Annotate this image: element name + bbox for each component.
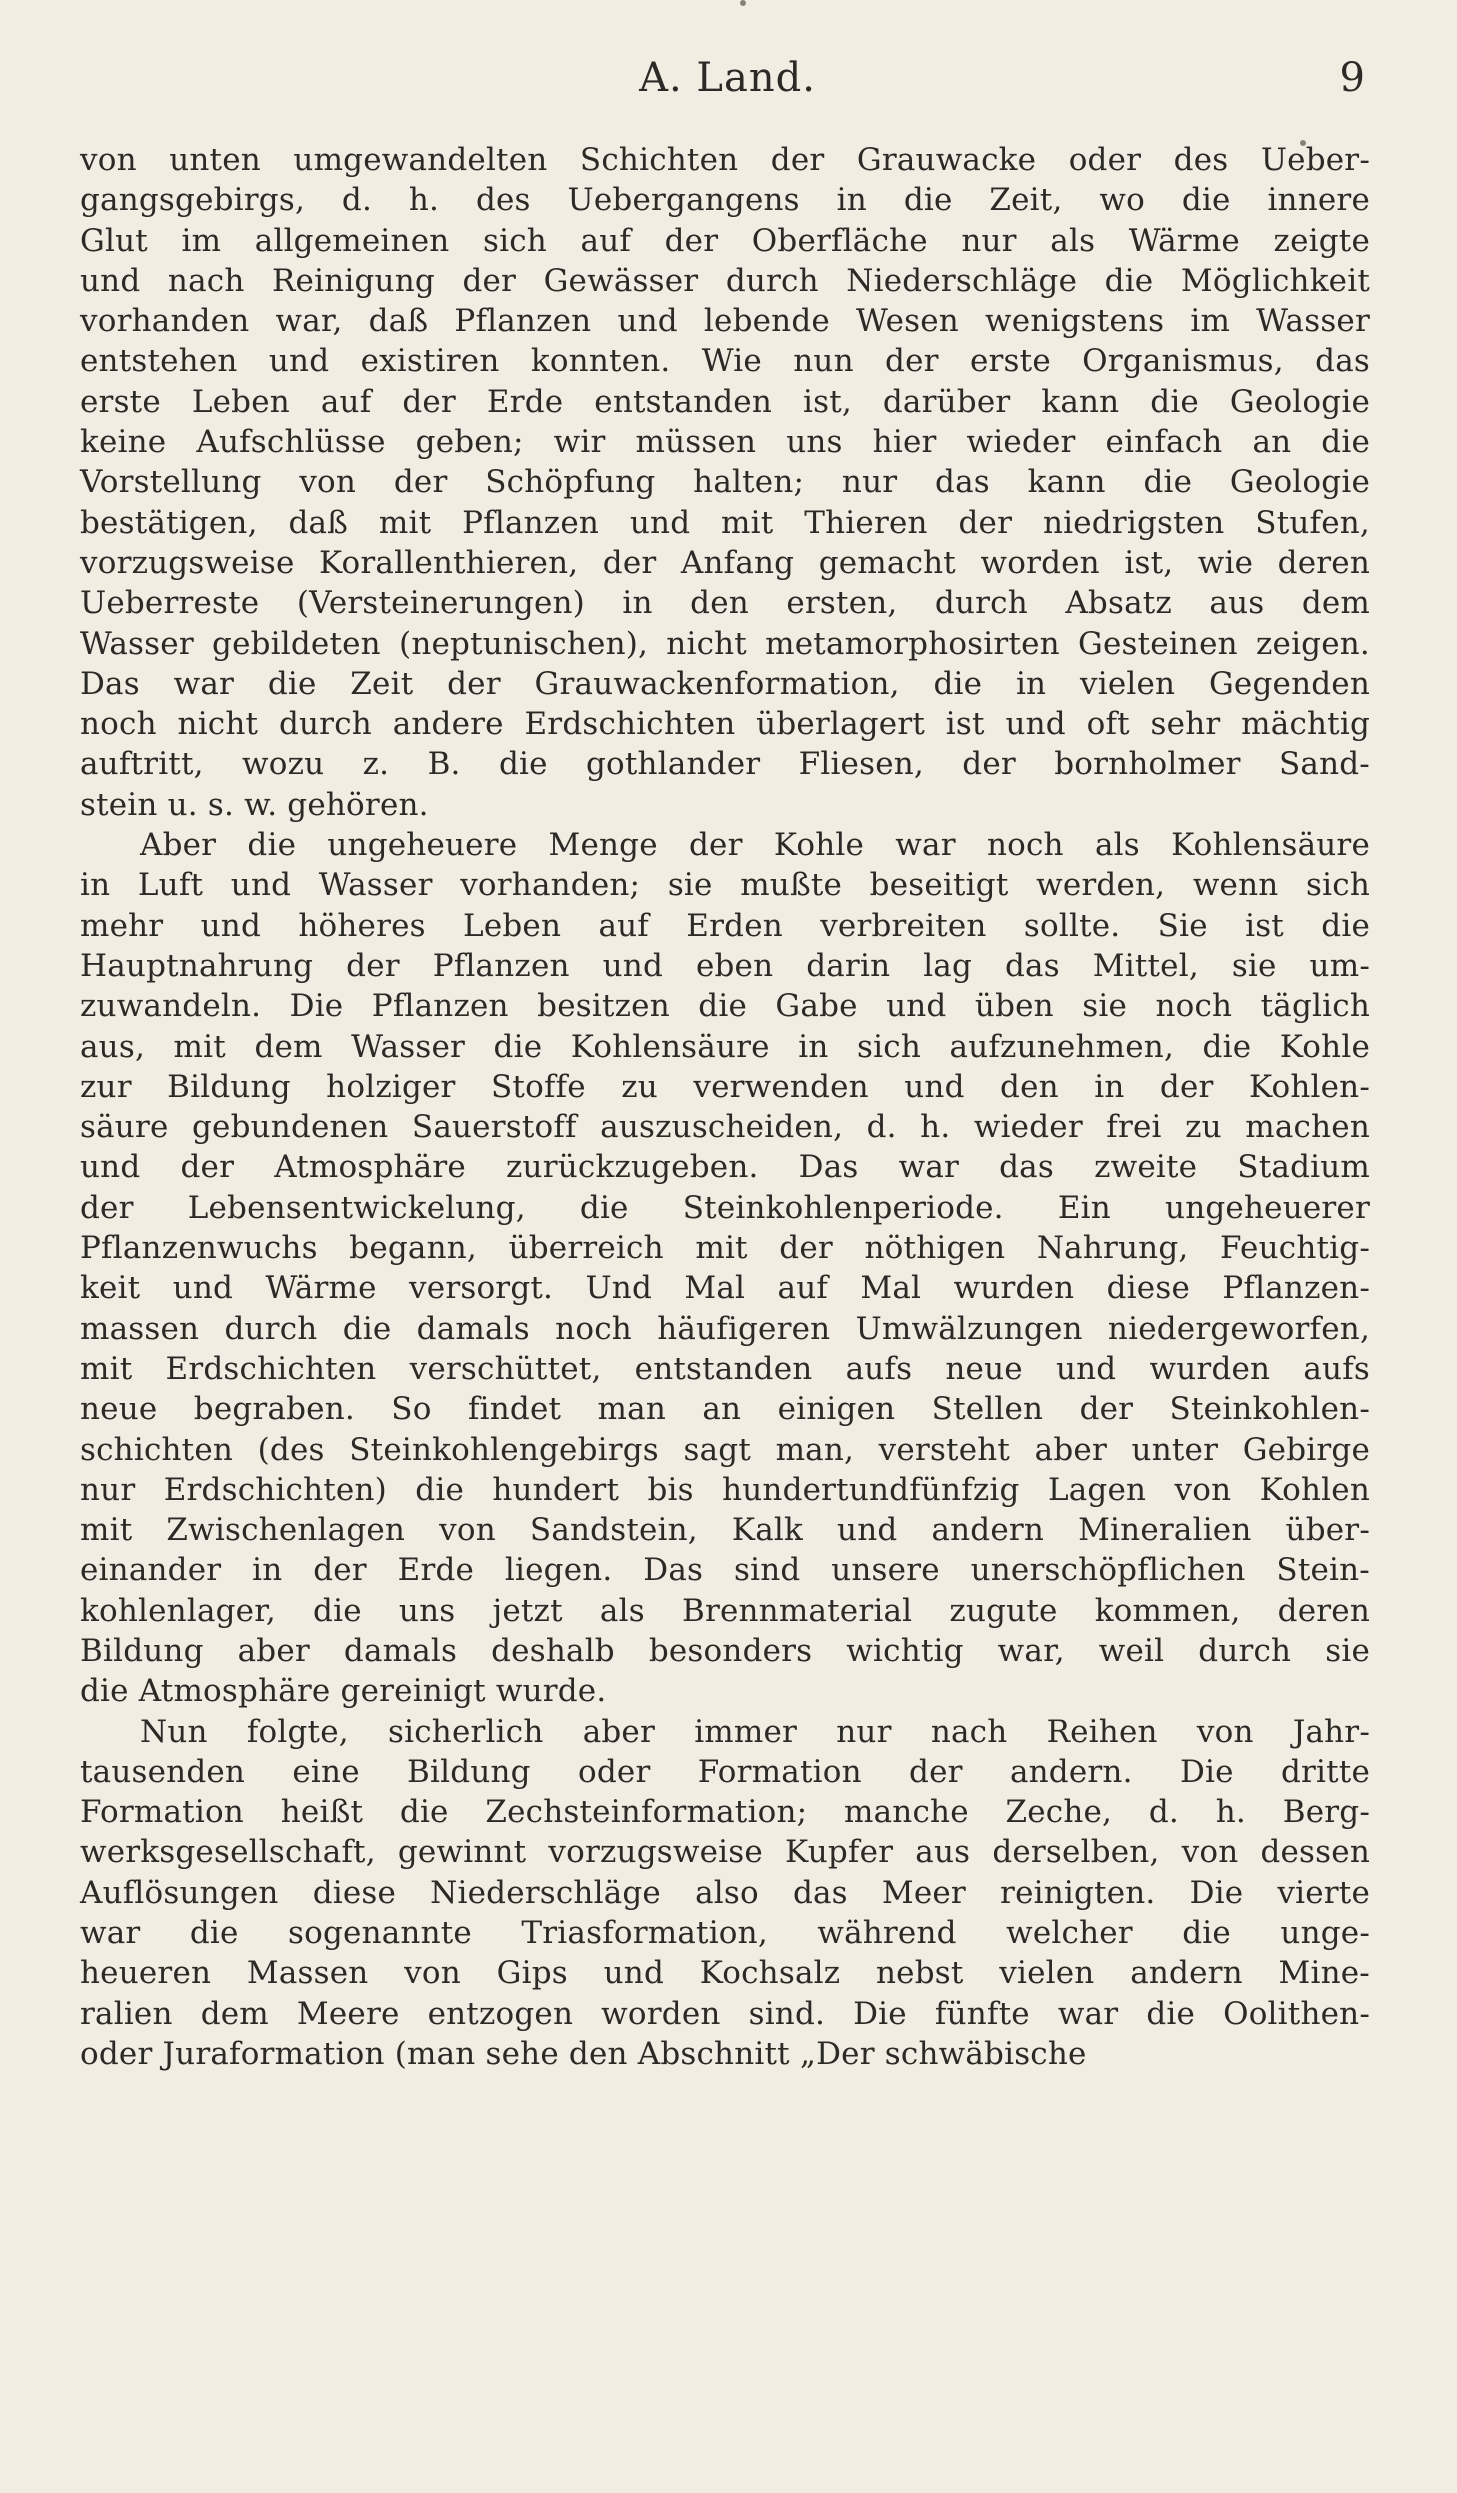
text-line: und nach Reinigung der Gewässer durch Niederschläge die Möglichkeit — [80, 262, 1370, 299]
text-line: vorzugsweise Korallenthieren, der Anfang gemacht worden ist, wie deren — [80, 544, 1370, 581]
text-line: massen durch die damals noch häufigeren Umwälzungen niedergeworfen, — [80, 1310, 1370, 1347]
text-line: gangsgebirgs, d. h. des Uebergangens in die Zeit, wo die innere — [80, 182, 1370, 219]
text-line: Formation heißt die Zechsteinformation; manche Zeche, d. h. Berg- — [80, 1794, 1370, 1831]
text-line: vorhanden war, daß Pflanzen und lebende Wesen wenigstens im Wasser — [80, 303, 1370, 340]
text-line: Pflanzenwuchs begann, überreich mit der nöthigen Nahrung, Feuchtig- — [80, 1230, 1370, 1267]
text-line: keit und Wärme versorgt. Und Mal auf Mal wurden diese Pflanzen- — [80, 1270, 1370, 1307]
text-line: Nun folgte, sicherlich aber immer nur nach Reihen von Jahr- — [140, 1713, 1370, 1750]
text-line: stein u. s. w. gehören. — [80, 786, 429, 823]
page-header — [90, 55, 1365, 115]
text-line: keine Aufschlüsse geben; wir müssen uns hier wieder einfach an die — [80, 424, 1370, 461]
text-line: nur Erdschichten) die hundert bis hundertundfünfzig Lagen von Kohlen — [80, 1471, 1370, 1508]
text-line: schichten (des Steinkohlengebirgs sagt man, versteht aber unter Gebirge — [80, 1431, 1370, 1468]
text-line: mehr und höheres Leben auf Erden verbreiten sollte. Sie ist die — [80, 907, 1370, 944]
text-line: Das war die Zeit der Grauwackenformation, die in vielen Gegenden — [80, 665, 1370, 702]
page-number: 9 — [1339, 55, 1365, 101]
text-line: Wasser gebildeten (neptunischen), nicht metamorphosirten Gesteinen zeigen. — [80, 625, 1370, 662]
paper-spot — [740, 0, 746, 6]
text-line: ralien dem Meere entzogen worden sind. Die fünfte war die Oolithen- — [80, 1995, 1370, 2032]
text-line: einander in der Erde liegen. Das sind unsere unerschöpflichen Stein- — [80, 1552, 1370, 1589]
text-line: war die sogenannte Triasformation, während welcher die unge- — [80, 1915, 1370, 1952]
text-line: noch nicht durch andere Erdschichten überlagert ist und oft sehr mächtig — [80, 706, 1370, 743]
text-line: neue begraben. So findet man an einigen Stellen der Steinkohlen- — [80, 1391, 1370, 1428]
text-line: in Luft und Wasser vorhanden; sie mußte beseitigt werden, wenn sich — [80, 867, 1370, 904]
text-line: werksgesellschaft, gewinnt vorzugsweise Kupfer aus derselben, von dessen — [80, 1834, 1370, 1871]
text-line: von unten umgewandelten Schichten der Grauwacke oder des Ueber- — [80, 142, 1370, 178]
text-line: auftritt, wozu z. B. die gothlander Fliesen, der bornholmer Sand- — [80, 746, 1370, 783]
text-line: die Atmosphäre gereinigt wurde. — [80, 1673, 607, 1710]
text-line: Vorstellung von der Schöpfung halten; nur das kann die Geologie — [80, 464, 1370, 501]
text-line: Auflösungen diese Niederschläge also das Meer reinigten. Die vierte — [80, 1874, 1370, 1911]
text-line: und der Atmosphäre zurückzugeben. Das war das zweite Stadium — [80, 1149, 1370, 1186]
text-line: kohlenlager, die uns jetzt als Brennmaterial zugute kommen, deren — [80, 1592, 1370, 1629]
text-line: mit Zwischenlagen von Sandstein, Kalk und andern Mineralien über- — [80, 1512, 1370, 1549]
text-line: Hauptnahrung der Pflanzen und eben darin lag das Mittel, sie um- — [80, 947, 1370, 984]
text-line: tausenden eine Bildung oder Formation der andern. Die dritte — [80, 1753, 1370, 1790]
text-line: Aber die ungeheuere Menge der Kohle war noch als Kohlensäure — [140, 827, 1370, 864]
body-text — [80, 140, 1370, 2074]
running-title: A. Land. — [639, 55, 816, 101]
text-line: Glut im allgemeinen sich auf der Oberfläche nur als Wärme zeigte — [80, 222, 1370, 259]
text-line: bestätigen, daß mit Pflanzen und mit Thieren der niedrigsten Stufen, — [80, 504, 1370, 541]
text-line: Bildung aber damals deshalb besonders wichtig war, weil durch sie — [80, 1632, 1370, 1669]
text-line: säure gebundenen Sauerstoff auszuscheiden, d. h. wieder frei zu machen — [80, 1109, 1370, 1146]
text-line: der Lebensentwickelung, die Steinkohlenperiode. Ein ungeheuerer — [80, 1189, 1370, 1226]
text-line: mit Erdschichten verschüttet, entstanden aufs neue und wurden aufs — [80, 1350, 1370, 1387]
text-line: zuwandeln. Die Pflanzen besitzen die Gabe und üben sie noch täglich — [80, 988, 1370, 1025]
text-line: Ueberreste (Versteinerungen) in den ersten, durch Absatz aus dem — [80, 585, 1370, 622]
text-line: erste Leben auf der Erde entstanden ist, darüber kann die Geologie — [80, 383, 1370, 420]
text-line: entstehen und existiren konnten. Wie nun der erste Organismus, das — [80, 343, 1370, 380]
text-line: aus, mit dem Wasser die Kohlensäure in sich aufzunehmen, die Kohle — [80, 1028, 1370, 1065]
text-line: zur Bildung holziger Stoffe zu verwenden und den in der Kohlen- — [80, 1068, 1370, 1105]
text-line: heueren Massen von Gips und Kochsalz nebst vielen andern Mine- — [80, 1955, 1370, 1992]
text-line: oder Juraformation (man sehe den Abschnitt „Der schwäbische — [80, 2035, 1087, 2072]
